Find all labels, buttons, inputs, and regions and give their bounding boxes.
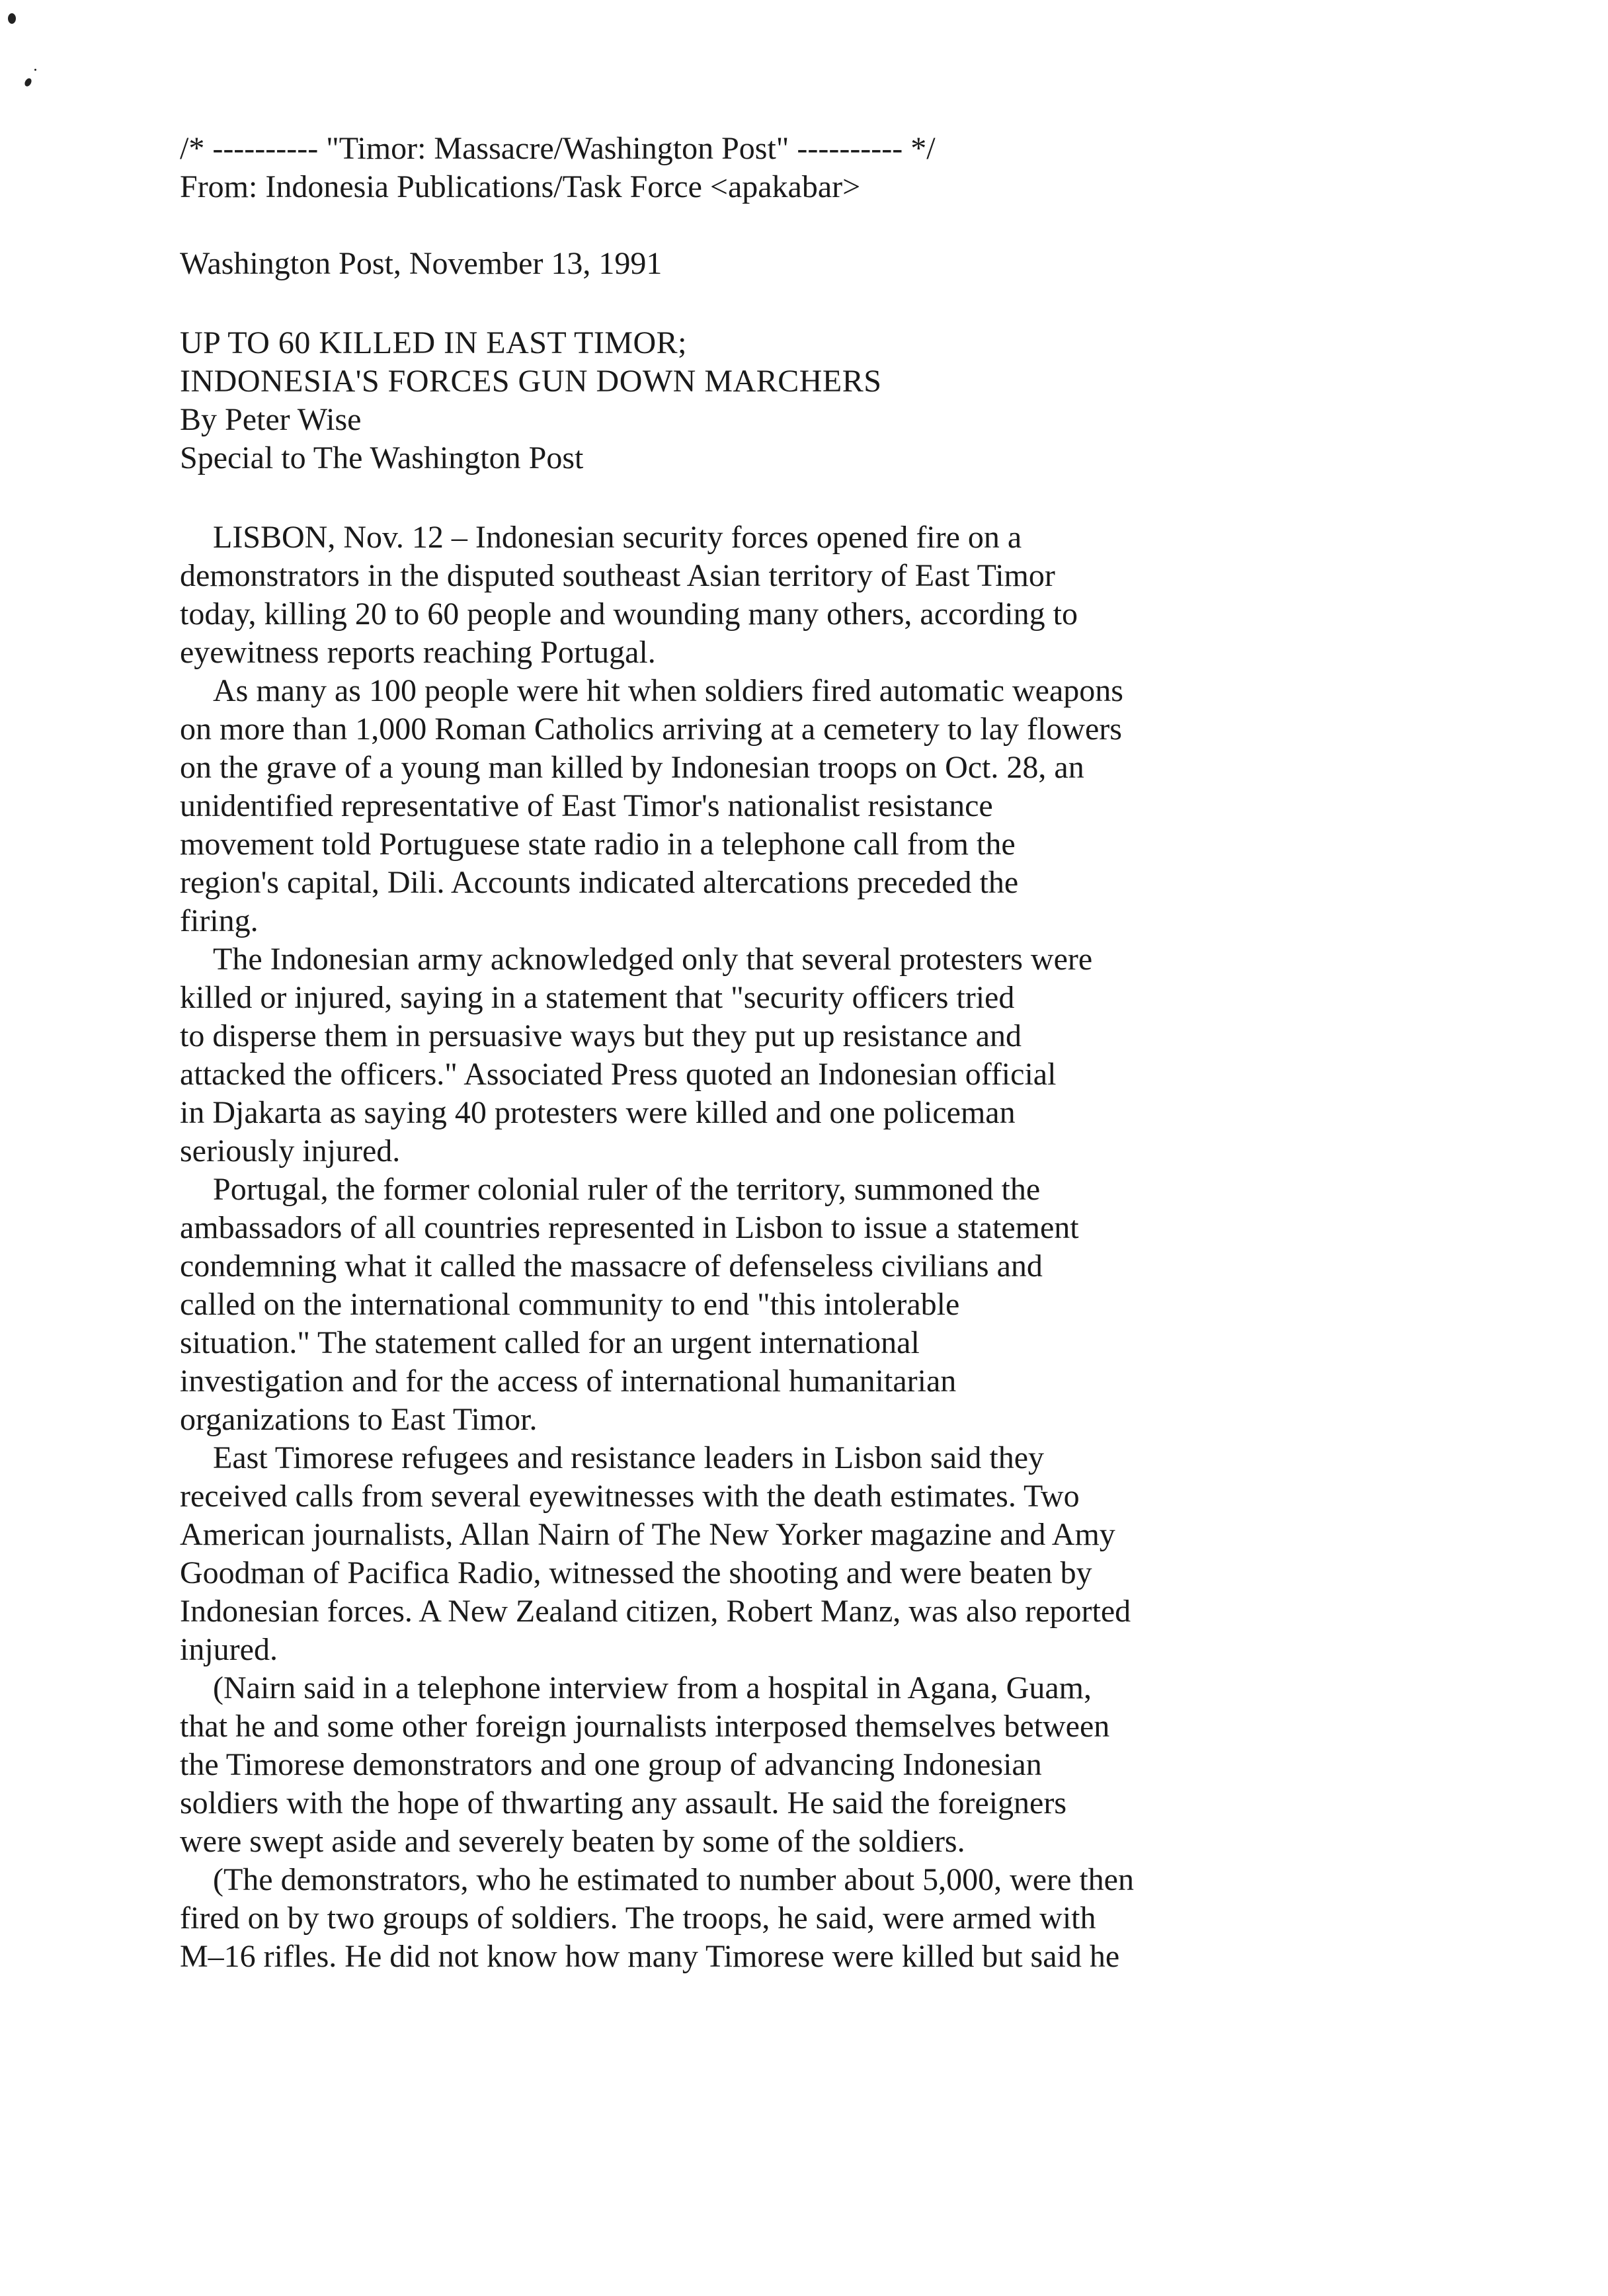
scan-speck [23,77,32,88]
body-line: on more than 1,000 Roman Catholics arriving at a cemetery to lay flowers [180,712,1122,747]
body-line: killed or injured, saying in a statement that "security officers tried [180,980,1015,1015]
body-line: today, killing 20 to 60 people and wounding many others, according to [180,596,1078,632]
body-line: The Indonesian army acknowledged only that several protesters were [213,942,1093,977]
headline-line-1: UP TO 60 KILLED IN EAST TIMOR; [180,325,688,360]
body-line: called on the international community to end "this intolerable [180,1287,960,1322]
body-line: unidentified representative of East Timor's nationalist resistance [180,788,993,823]
body-line: to disperse them in persuasive ways but they put up resistance and [180,1018,1022,1053]
body-line: were swept aside and severely beaten by some of the soldiers. [180,1824,965,1859]
body-line: received calls from several eyewitnesses with the death estimates. Two [180,1479,1080,1514]
body-line: As many as 100 people were hit when soldiers fired automatic weapons [213,673,1123,708]
body-line: fired on by two groups of soldiers. The troops, he said, were armed with [180,1901,1096,1936]
body-line: Portugal, the former colonial ruler of the territory, summoned the [213,1172,1041,1207]
body-line: ambassadors of all countries represented in Lisbon to issue a statement [180,1210,1079,1245]
body-line: region's capital, Dili. Accounts indicated altercations preceded the [180,865,1019,900]
from-line: From: Indonesia Publications/Task Force <apakabar> [180,169,861,204]
body-line: LISBON, Nov. 12 – Indonesian security forces opened fire on a [213,520,1022,555]
body-line: that he and some other foreign journalists interposed themselves between [180,1709,1110,1744]
body-line: eyewitness reports reaching Portugal. [180,635,656,670]
body-line: (The demonstrators, who he estimated to number about 5,000, were then [213,1862,1134,1897]
comment-header-line: /* ---------- "Timor: Massacre/Washington Post" ---------- */ [180,131,936,166]
body-line: M–16 rifles. He did not know how many Timorese were killed but said he [180,1939,1120,1974]
body-line: seriously injured. [180,1133,401,1168]
body-line: on the grave of a young man killed by Indonesian troops on Oct. 28, an [180,750,1084,785]
source-line: Washington Post, November 13, 1991 [180,246,663,281]
body-line: the Timorese demonstrators and one group of advancing Indonesian [180,1747,1042,1782]
body-line: East Timorese refugees and resistance leaders in Lisbon said they [213,1440,1044,1475]
body-line: demonstrators in the disputed southeast Asian territory of East Timor [180,558,1055,593]
body-line: investigation and for the access of international humanitarian [180,1364,957,1399]
headline-line-2: INDONESIA'S FORCES GUN DOWN MARCHERS [180,364,882,399]
scan-speck [8,13,16,24]
body-line: (Nairn said in a telephone interview from a hospital in Agana, Guam, [213,1670,1092,1705]
body-line: Indonesian forces. A New Zealand citizen, Robert Manz, was also reported [180,1594,1131,1629]
body-line: Goodman of Pacifica Radio, witnessed the shooting and were beaten by [180,1555,1092,1590]
body-line: organizations to East Timor. [180,1402,538,1437]
body-line: firing. [180,903,259,938]
body-line: attacked the officers." Associated Press quoted an Indonesian official [180,1057,1057,1092]
body-line: situation." The statement called for an urgent international [180,1325,920,1360]
body-line: condemning what it called the massacre of defenseless civilians and [180,1249,1043,1284]
credit-line: Special to The Washington Post [180,440,584,475]
body-line: American journalists, Allan Nairn of The New Yorker magazine and Amy [180,1517,1115,1552]
body-line: injured. [180,1632,278,1667]
body-line: movement told Portuguese state radio in a telephone call from the [180,827,1016,862]
body-line: soldiers with the hope of thwarting any assault. He said the foreigners [180,1785,1066,1821]
scan-speck [34,69,36,71]
body-line: in Djakarta as saying 40 protesters were killed and one policeman [180,1095,1016,1130]
byline: By Peter Wise [180,402,362,437]
